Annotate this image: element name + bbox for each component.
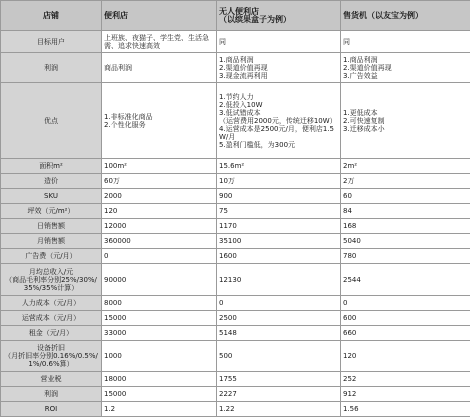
- cell-unmanned: 15.6m²: [217, 159, 341, 174]
- cell-unmanned: 1.商品利润 2.渠道价值再现 3.现金流再利用: [217, 53, 341, 83]
- cell-vending: 2544: [341, 264, 470, 296]
- header-convenience: 便利店: [102, 1, 217, 31]
- header-vending: 售货机（以友宝为例）: [341, 1, 470, 31]
- cell-unmanned: 12130: [217, 264, 341, 296]
- cell-convenience: 60万: [102, 174, 217, 189]
- table-row: [1, 204, 470, 219]
- cell-unmanned: 2227: [217, 387, 341, 402]
- cell-convenience: 100m²: [102, 159, 217, 174]
- cell-unmanned: 500: [217, 341, 341, 372]
- table-row: [1, 249, 470, 264]
- cell-convenience: 1.非标准化商品 2.个性化服务: [102, 83, 217, 159]
- table-row: [1, 311, 470, 326]
- cell-convenience: 12000: [102, 219, 217, 234]
- table-row: [1, 189, 470, 204]
- row-label-advantages: 优点: [1, 83, 102, 159]
- row-label-sku: SKU: [1, 189, 102, 204]
- cell-vending: 780: [341, 249, 470, 264]
- cell-convenience: 1000: [102, 341, 217, 372]
- table-row: [1, 387, 470, 402]
- table-row: [1, 402, 470, 417]
- cell-unmanned: 1.22: [217, 402, 341, 417]
- cell-unmanned: 35100: [217, 234, 341, 249]
- header-store: 店铺: [1, 1, 102, 31]
- cell-vending: 1.商品利润 2.渠道价值再现 3.广告效益: [341, 53, 470, 83]
- cell-unmanned: 同: [217, 31, 341, 53]
- cell-convenience: 360000: [102, 234, 217, 249]
- row-label-profit: 利润: [1, 387, 102, 402]
- cell-unmanned: 2500: [217, 311, 341, 326]
- cell-unmanned: 10万: [217, 174, 341, 189]
- table-row: [1, 341, 470, 372]
- cell-vending: 252: [341, 372, 470, 387]
- header-unmanned: 无人便利店 （以缤果盒子为例）: [217, 1, 341, 31]
- table-row: [1, 219, 470, 234]
- cell-unmanned: 1600: [217, 249, 341, 264]
- row-label-labor-cost: 人力成本（元/月）: [1, 296, 102, 311]
- cell-vending: 1.56: [341, 402, 470, 417]
- table-row: [1, 296, 470, 311]
- cell-vending: 5040: [341, 234, 470, 249]
- cell-unmanned: 0: [217, 296, 341, 311]
- row-label-operating-cost: 运营成本（元/月）: [1, 311, 102, 326]
- row-label-ad-revenue: 广告费（元/月）: [1, 249, 102, 264]
- cell-vending: 84: [341, 204, 470, 219]
- cell-vending: 912: [341, 387, 470, 402]
- cell-convenience: 33000: [102, 326, 217, 341]
- cell-convenience: 2000: [102, 189, 217, 204]
- cell-vending: 60: [341, 189, 470, 204]
- cell-convenience: 1.2: [102, 402, 217, 417]
- row-label-target-users: 目标用户: [1, 31, 102, 53]
- cell-vending: 660: [341, 326, 470, 341]
- cell-vending: 0: [341, 296, 470, 311]
- cell-vending: 168: [341, 219, 470, 234]
- cell-vending: 600: [341, 311, 470, 326]
- row-label-monthly-income: 月均总收入/元 （商品毛利率分别25%/30%/35%/35%计算）: [1, 264, 102, 296]
- cell-convenience: 上班族、夜猫子、学生党、生活急需、追求快速高效: [102, 31, 217, 53]
- cell-unmanned: 900: [217, 189, 341, 204]
- cell-convenience: 商品利润: [102, 53, 217, 83]
- cell-convenience: 120: [102, 204, 217, 219]
- cell-unmanned: 1170: [217, 219, 341, 234]
- table-row: [1, 264, 470, 296]
- cell-vending: 2万: [341, 174, 470, 189]
- cell-convenience: 15000: [102, 387, 217, 402]
- cell-convenience: 0: [102, 249, 217, 264]
- cell-unmanned: 5148: [217, 326, 341, 341]
- cell-vending: 1.更低成本 2.可快速复制 3.迁移成本小: [341, 83, 470, 159]
- table-row: [1, 31, 470, 53]
- cell-convenience: 15000: [102, 311, 217, 326]
- row-label-cost: 造价: [1, 174, 102, 189]
- table-row: [1, 53, 470, 83]
- table-row: [1, 159, 470, 174]
- table-row: [1, 234, 470, 249]
- cell-unmanned: 1755: [217, 372, 341, 387]
- table-row: [1, 372, 470, 387]
- cell-unmanned: 1.节约人力 2.低投入10W 3.低试错成本 （运营费用2000元，传统迁移10W） 4.运营成本是2500元/月，便利店1.5W/月 5.盈利门槛低，为300元: [217, 83, 341, 159]
- table-row: [1, 326, 470, 341]
- cell-convenience: 90000: [102, 264, 217, 296]
- row-label-sales-per-area: 坪效（元/m²）: [1, 204, 102, 219]
- header-row: [1, 1, 470, 31]
- cell-vending: 120: [341, 341, 470, 372]
- table-row: [1, 83, 470, 159]
- cell-unmanned: 75: [217, 204, 341, 219]
- row-label-profit-source: 利润: [1, 53, 102, 83]
- table-row: [1, 174, 470, 189]
- row-label-depreciation: 设备折旧 （月折旧率分别0.16%/0.5%/1%/0.6%算）: [1, 341, 102, 372]
- row-label-monthly-sales: 月销售额: [1, 234, 102, 249]
- row-label-daily-sales: 日销售额: [1, 219, 102, 234]
- row-label-area: 面积m²: [1, 159, 102, 174]
- cell-convenience: 8000: [102, 296, 217, 311]
- row-label-roi: ROI: [1, 402, 102, 417]
- cell-vending: 同: [341, 31, 470, 53]
- cell-vending: 2m²: [341, 159, 470, 174]
- cell-convenience: 18000: [102, 372, 217, 387]
- row-label-business-tax: 营业税: [1, 372, 102, 387]
- row-label-rent: 租金（元/月）: [1, 326, 102, 341]
